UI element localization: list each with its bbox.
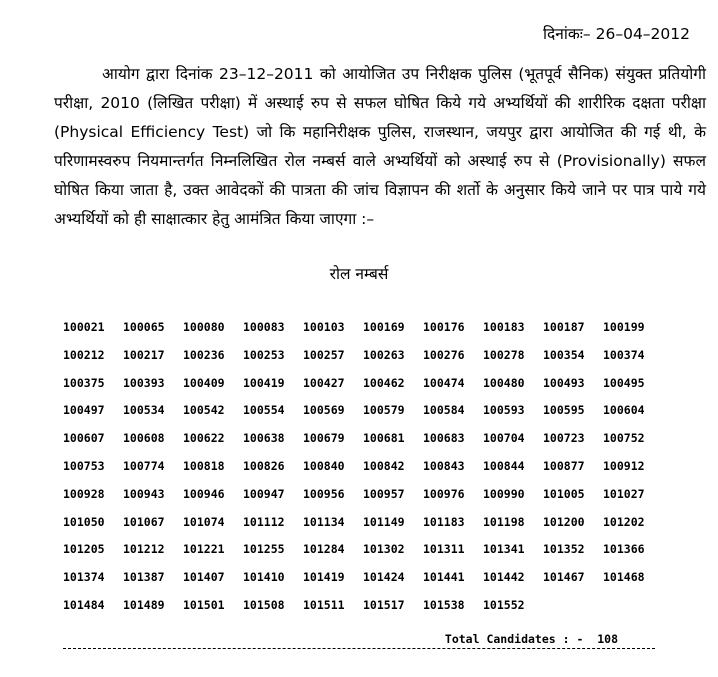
roll-number: 100946	[183, 486, 225, 501]
roll-number: 100462	[363, 375, 405, 390]
roll-number: 101517	[363, 597, 405, 612]
roll-number: 101134	[303, 514, 345, 529]
roll-number: 101212	[123, 542, 165, 557]
roll-number: 100375	[63, 375, 105, 390]
roll-number: 100212	[63, 347, 105, 362]
roll-number: 100608	[123, 431, 165, 446]
roll-number: 100593	[483, 403, 525, 418]
roll-number: 101501	[183, 597, 225, 612]
roll-number: 101366	[603, 542, 645, 557]
roll-number: 100622	[183, 431, 225, 446]
roll-number: 100409	[183, 375, 225, 390]
roll-number: 101074	[183, 514, 225, 529]
roll-number: 100199	[603, 320, 645, 334]
roll-number: 101489	[123, 597, 165, 612]
roll-number: 100176	[423, 320, 465, 334]
roll-number: 101149	[363, 514, 405, 529]
roll-number: 100990	[483, 486, 525, 501]
roll-number: 100187	[543, 320, 585, 334]
roll-number: 101200	[543, 514, 585, 529]
roll-number: 101511	[303, 597, 345, 612]
roll-number: 101198	[483, 514, 525, 529]
roll-number: 101027	[603, 486, 645, 501]
roll-number: 100826	[243, 458, 285, 473]
roll-number: 100374	[603, 347, 645, 362]
roll-number: 101410	[243, 570, 285, 585]
roll-number: 101424	[363, 570, 405, 585]
roll-number: 100169	[363, 320, 405, 334]
roll-number: 101387	[123, 570, 165, 585]
roll-number: 101341	[483, 542, 525, 557]
roll-number: 100604	[603, 403, 645, 418]
roll-number: 100083	[243, 320, 285, 334]
dashed-rule	[63, 648, 655, 649]
roll-number: 100419	[243, 375, 285, 390]
roll-number: 101484	[63, 597, 105, 612]
roll-number: 100497	[63, 403, 105, 418]
roll-number: 101202	[603, 514, 645, 529]
roll-number: 101221	[183, 542, 225, 557]
roll-number: 100236	[183, 347, 225, 362]
roll-number: 100493	[543, 375, 585, 390]
roll-number: 100840	[303, 458, 345, 473]
roll-number: 100495	[603, 375, 645, 390]
roll-number: 100080	[183, 320, 225, 334]
roll-number: 100752	[603, 431, 645, 446]
roll-number: 100681	[363, 431, 405, 446]
total-candidates: Total Candidates : - 108	[444, 632, 618, 646]
roll-number: 101508	[243, 597, 285, 612]
roll-number: 100683	[423, 431, 465, 446]
roll-number: 101311	[423, 542, 465, 557]
roll-number: 101468	[603, 570, 645, 585]
roll-number: 100818	[183, 458, 225, 473]
roll-number: 100278	[483, 347, 525, 362]
roll-number: 101302	[363, 542, 405, 557]
roll-number: 100354	[543, 347, 585, 362]
roll-number: 100103	[303, 320, 345, 334]
roll-number: 101067	[123, 514, 165, 529]
roll-number-grid	[63, 320, 663, 626]
roll-number: 100276	[423, 347, 465, 362]
roll-number: 100393	[123, 375, 165, 390]
roll-number: 101352	[543, 542, 585, 557]
roll-number: 100976	[423, 486, 465, 501]
roll-number: 100877	[543, 458, 585, 473]
roll-number: 101374	[63, 570, 105, 585]
roll-number: 100554	[243, 403, 285, 418]
roll-number: 101183	[423, 514, 465, 529]
roll-number: 101284	[303, 542, 345, 557]
roll-number: 100021	[63, 320, 105, 334]
roll-number: 101442	[483, 570, 525, 585]
roll-number: 100912	[603, 458, 645, 473]
roll-number: 100595	[543, 403, 585, 418]
roll-number: 100480	[483, 375, 525, 390]
roll-number: 100957	[363, 486, 405, 501]
roll-number: 100843	[423, 458, 465, 473]
notice-paragraph: आयोग द्वारा दिनांक 23–12–2011 को आयोजित उप निरीक्षक पुलिस (भूतपूर्व सैनिक) संयुक्त प्रतियोगी परीक्षा, 2010 (लिखित परीक्षा) में अस्थाई रुप से सफल घोषित किये गये अभ्यर्थियों की शारीरिक दक्षता परीक्षा (Physical Efficiency Test) जो कि महानिरीक्षक पुलिस, राजस्थान, जयपुर द्वारा आयोजित की गई थी, के परिणामस्वरुप नियमान्तर्गत निम्नलिखित रोल नम्बर्स वाले अभ्यर्थियों को अस्थाई रुप से (Provisionally) सफल घोषित किया जाता है, उक्त आवेदकों की पात्रता की जांच विज्ञापन की शर्तो के अनुसार किये जाने पर पात्र पाये गये अभ्यर्थियों को ही साक्षात्कार हेतु आमंत्रित किया जाएगा :–	[54, 65, 706, 228]
roll-number: 100217	[123, 347, 165, 362]
roll-number: 101050	[63, 514, 105, 529]
roll-number: 100947	[243, 486, 285, 501]
roll-number: 100579	[363, 403, 405, 418]
roll-number: 101112	[243, 514, 285, 529]
roll-number: 100474	[423, 375, 465, 390]
roll-number: 100956	[303, 486, 345, 501]
roll-number: 100183	[483, 320, 525, 334]
date-line: दिनांकः– 26–04–2012	[543, 25, 690, 43]
roll-number: 100844	[483, 458, 525, 473]
roll-number: 100607	[63, 431, 105, 446]
roll-number: 100943	[123, 486, 165, 501]
roll-number: 101419	[303, 570, 345, 585]
roll-number: 100534	[123, 403, 165, 418]
roll-number: 101552	[483, 597, 525, 612]
roll-number: 101005	[543, 486, 585, 501]
roll-number: 101467	[543, 570, 585, 585]
roll-number: 100774	[123, 458, 165, 473]
roll-number: 100263	[363, 347, 405, 362]
roll-number: 101538	[423, 597, 465, 612]
roll-number: 100842	[363, 458, 405, 473]
roll-number: 100928	[63, 486, 105, 501]
roll-number: 100753	[63, 458, 105, 473]
roll-number: 100638	[243, 431, 285, 446]
roll-number: 100065	[123, 320, 165, 334]
roll-number: 100704	[483, 431, 525, 446]
roll-number: 100427	[303, 375, 345, 390]
roll-number: 100569	[303, 403, 345, 418]
roll-number: 101407	[183, 570, 225, 585]
roll-number: 100253	[243, 347, 285, 362]
roll-number: 100542	[183, 403, 225, 418]
roll-numbers-heading: रोल नम्बर्स	[329, 265, 389, 283]
roll-number: 100584	[423, 403, 465, 418]
roll-number: 101205	[63, 542, 105, 557]
roll-number: 101255	[243, 542, 285, 557]
roll-number: 100723	[543, 431, 585, 446]
roll-number: 100257	[303, 347, 345, 362]
roll-number: 100679	[303, 431, 345, 446]
roll-number: 101441	[423, 570, 465, 585]
